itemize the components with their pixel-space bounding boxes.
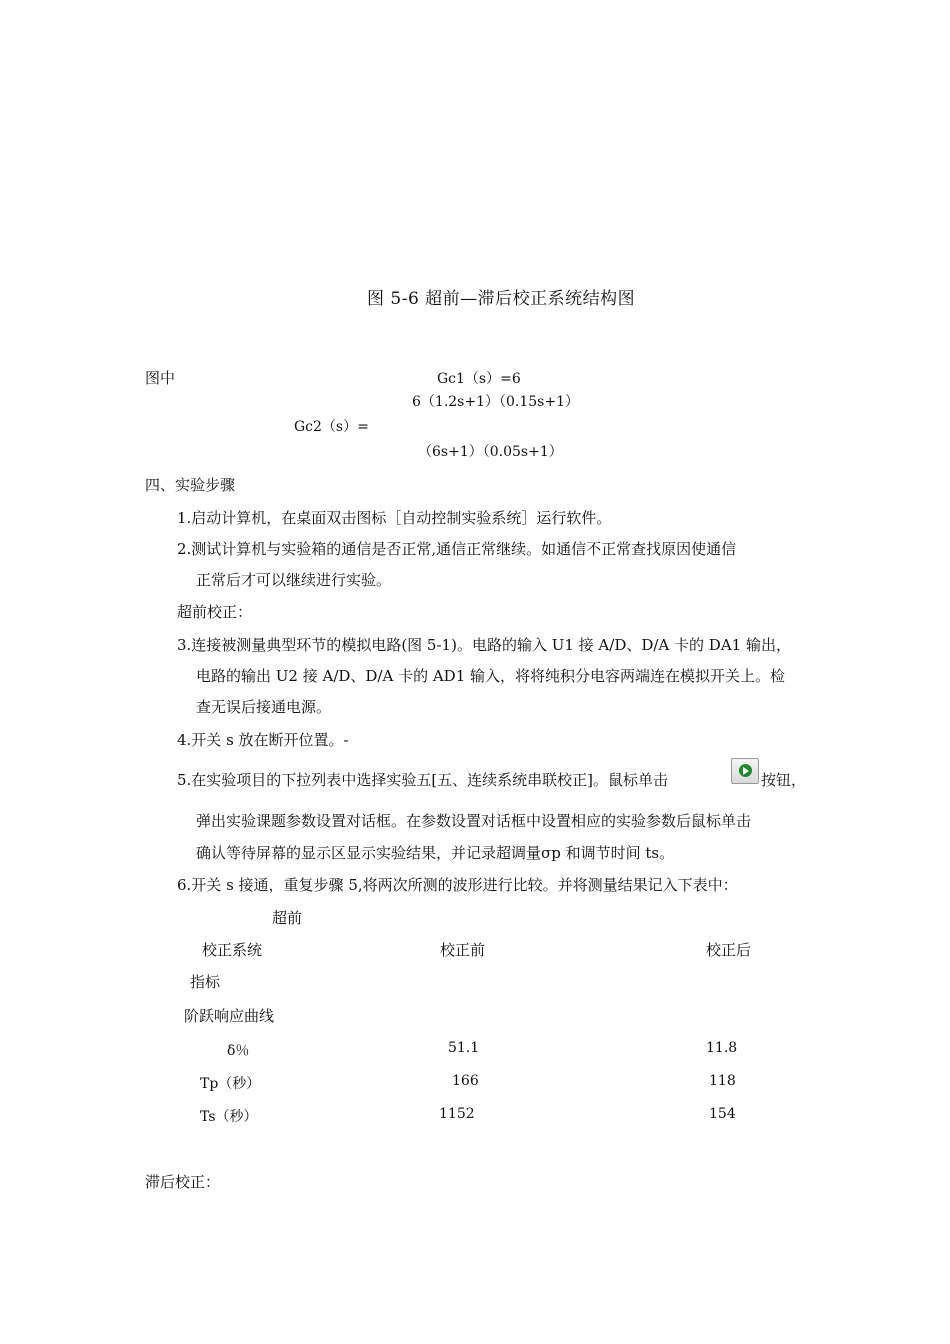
gc2-label: Gc2（s）= xyxy=(294,419,369,435)
section-heading: 四、实验步骤 xyxy=(145,476,236,494)
table-row-label: Ts（秒） xyxy=(200,1109,258,1125)
table-row-label: Tp（秒） xyxy=(200,1076,261,1092)
table-cell-after: 11.8 xyxy=(706,1040,738,1056)
step-2-line-1: 2.测试计算机与实验箱的通信是否正常,通信正常继续。如通信不正常查找原因使通信 xyxy=(177,540,737,558)
gc2-denominator: （6s+1）（0.05s+1） xyxy=(418,444,563,460)
step-5-line-1-a: 5.在实验项目的下拉列表中选择实验五[五、连续系统串联校正]。鼠标单击 xyxy=(177,771,669,789)
lag-correction-heading: 滞后校正： xyxy=(145,1173,221,1191)
step-4: 4.开关 s 放在断开位置。- xyxy=(177,731,349,749)
table-row-label: 阶跃响应曲线 xyxy=(184,1007,275,1025)
play-icon-triangle xyxy=(743,767,749,775)
table-cell-before: 166 xyxy=(452,1073,479,1089)
table-cell-after: 154 xyxy=(709,1106,736,1122)
table-row-label: δ％ xyxy=(227,1043,250,1059)
table-corner-mid: 校正系统 xyxy=(202,941,263,959)
step-3-line-3: 查无误后接通电源。 xyxy=(196,698,332,716)
step-1: 1.启动计算机，在桌面双击图标［自动控制实验系统］运行软件。 xyxy=(177,509,612,527)
figure-caption: 图 5-6 超前—滞后校正系统结构图 xyxy=(367,289,636,309)
table-cell-before: 1152 xyxy=(439,1106,475,1122)
step-5-line-3: 确认等待屏幕的显示区显示实验结果，并记录超调量σp 和调节时间 ts。 xyxy=(196,844,675,862)
table-cell-after: 118 xyxy=(709,1073,736,1089)
step-3-line-1: 3.连接被测量典型环节的模拟电路(图 5-1)。电路的输入 U1 接 A/D、D/A 卡的 DA1 输出， xyxy=(177,636,791,654)
step-2-line-2: 正常后才可以继续进行实验。 xyxy=(196,571,392,589)
table-cell-before: 51.1 xyxy=(448,1040,480,1056)
step-5-line-2: 弹出实验课题参数设置对话框。在参数设置对话框中设置相应的实验参数后鼠标单击 xyxy=(196,812,752,830)
gc1-formula: Gc1（s）=6 xyxy=(437,371,521,387)
table-corner-bottom: 指标 xyxy=(190,973,221,991)
play-icon xyxy=(731,758,759,784)
step-6: 6.开关 s 接通，重复步骤 5,将两次所测的波形进行比较。并将测量结果记入下表中： xyxy=(177,876,738,894)
table-corner-top: 超前 xyxy=(272,909,303,927)
formula-label: 图中 xyxy=(145,369,176,387)
step-3-line-2: 电路的输出 U2 接 A/D、D/A 卡的 AD1 输入，将将纯积分电容两端连在模拟开关上。检 xyxy=(196,667,786,685)
lead-correction-heading: 超前校正： xyxy=(177,603,253,621)
gc2-numerator: 6（1.2s+1）（0.15s+1） xyxy=(412,394,579,410)
step-5-line-1-b: 按钮， xyxy=(761,771,807,789)
table-header-before: 校正前 xyxy=(440,941,486,959)
table-header-after: 校正后 xyxy=(706,941,752,959)
